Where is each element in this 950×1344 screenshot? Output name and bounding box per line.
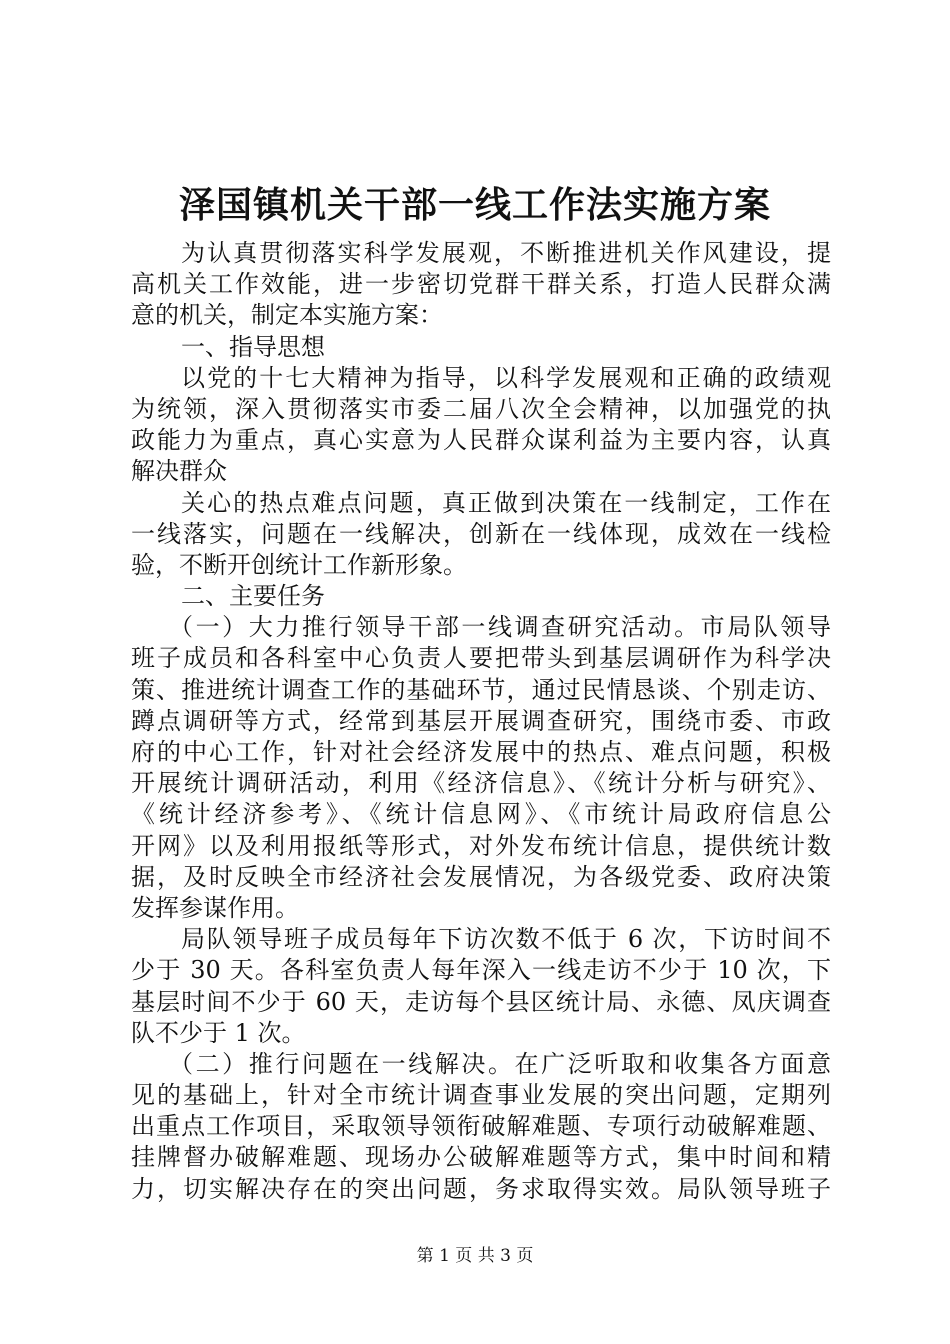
section-heading: 一、指导思想 (181, 332, 325, 361)
body-line: 为认真贯彻落实科学发展观，不断推进机关作风建设，提 (181, 239, 831, 267)
body-line: 验，不断开创统计工作新形象。 (131, 550, 467, 579)
body-line: 发挥参谋作用。 (131, 893, 299, 922)
body-line: 出重点工作项目，采取领导领衔破解难题、专项行动破解难题、 (131, 1112, 831, 1141)
section-heading: 二、主要任务 (181, 582, 325, 611)
body-line: （二）推行问题在一线解决。在广泛听取和收集各方面意 (169, 1049, 831, 1078)
document-body (131, 238, 831, 1205)
body-line: 《统计经济参考》、《统计信息网》、《市统计局政府信息公 (131, 800, 831, 829)
body-line: 一线落实，问题在一线解决，创新在一线体现，成效在一线检 (131, 519, 831, 548)
body-line: 蹲点调研等方式，经常到基层开展调查研究，围绕市委、市政 (131, 706, 831, 735)
body-line: 少于 30 天。各科室负责人每年深入一线走访不少于 10 次，下 (131, 956, 831, 985)
page-indicator: 第 1 页 共 3 页 (416, 1246, 534, 1266)
body-line: 府的中心工作，针对社会经济发展中的热点、难点问题，积极 (131, 738, 831, 766)
document-title: 泽国镇机关干部一线工作法实施方案 (178, 184, 771, 226)
body-line: 见的基础上，针对全市统计调查事业发展的突出问题，定期列 (131, 1081, 831, 1110)
body-line: 班子成员和各科室中心负责人要把带头到基层调研作为科学决 (131, 644, 831, 673)
body-line: （一）大力推行领导干部一线调查研究活动。市局队领导 (169, 613, 831, 642)
body-line: 策、推进统计调查工作的基础环节，通过民情恳谈、个别走访、 (131, 675, 831, 704)
body-line: 为统领，深入贯彻落实市委二届八次全会精神，以加强党的执 (131, 394, 831, 423)
body-line: 政能力为重点，真心实意为人民群众谋利益为主要内容，认真 (131, 426, 831, 455)
body-line: 以党的十七大精神为指导，以科学发展观和正确的政绩观 (181, 363, 831, 392)
body-line: 关心的热点难点问题，真正做到决策在一线制定，工作在 (181, 488, 831, 517)
body-line: 开网》以及利用报纸等形式，对外发布统计信息，提供统计数 (131, 831, 831, 860)
body-line: 队不少于 1 次。 (131, 1018, 306, 1047)
body-line: 高机关工作效能，进一步密切党群干群关系，打造人民群众满 (131, 270, 831, 299)
body-line: 基层时间不少于 60 天，走访每个县区统计局、永德、凤庆调查 (131, 987, 831, 1016)
body-line: 解决群众 (131, 457, 227, 486)
body-line: 意的机关，制定本实施方案： (131, 301, 443, 330)
body-line: 局队领导班子成员每年下访次数不低于 6 次，下访时间不 (181, 925, 831, 954)
body-line: 力，切实解决存在的突出问题，务求取得实效。局队领导班子 (131, 1174, 831, 1203)
body-line: 开展统计调研活动，利用《经济信息》、《统计分析与研究》、 (131, 769, 831, 798)
body-line: 挂牌督办破解难题、现场办公破解难题等方式，集中时间和精 (131, 1143, 831, 1172)
body-line: 据，及时反映全市经济社会发展情况，为各级党委、政府决策 (131, 862, 831, 891)
